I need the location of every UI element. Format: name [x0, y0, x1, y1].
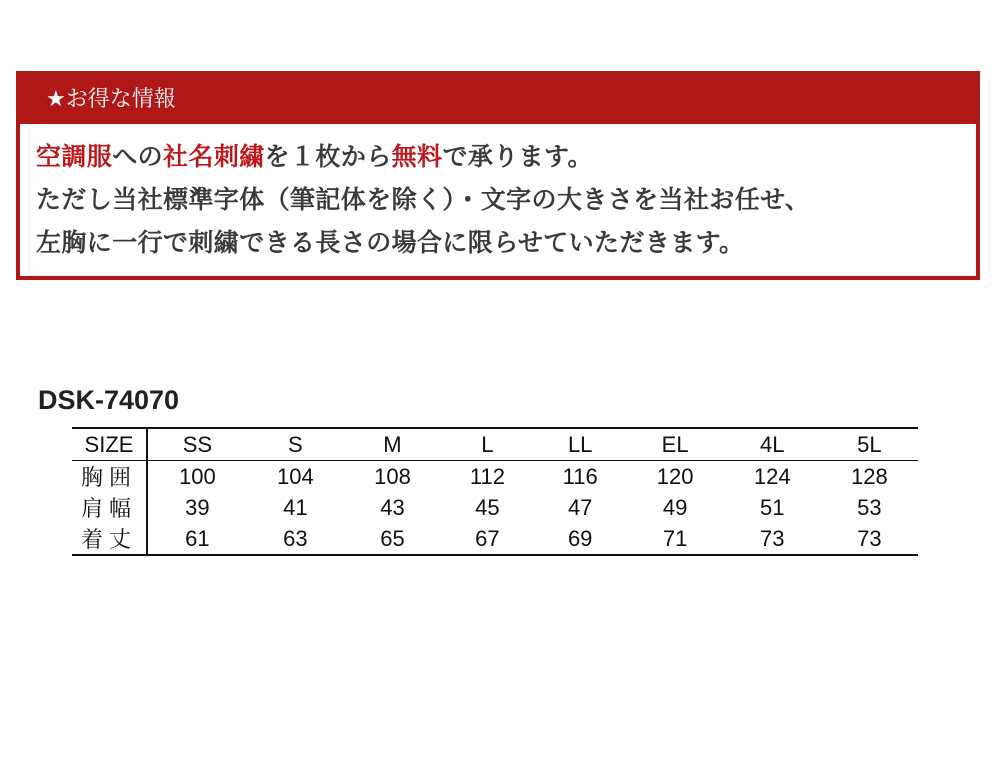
size-header-label: SIZE: [72, 428, 147, 461]
table-cell: 39: [185, 494, 210, 520]
table-cell: 112: [469, 463, 505, 489]
info-line-1-segment: で承ります。: [442, 142, 593, 171]
row-label-shoulder: 肩幅: [72, 492, 147, 523]
table-row-shoulder: [72, 492, 918, 523]
table-cell: 51: [760, 494, 785, 520]
table-cell: 116: [562, 463, 598, 489]
size-header-cell: 4L: [724, 428, 821, 461]
size-header-cell: S: [247, 428, 344, 461]
table-cell: 71: [627, 523, 724, 555]
table-cell: 63: [247, 523, 344, 555]
size-table: [72, 427, 918, 556]
table-cell: 47: [567, 494, 593, 520]
table-row-length: [72, 523, 918, 555]
table-cell: 41: [283, 494, 308, 520]
product-code: DSK-74070: [38, 385, 180, 415]
size-header-cell: L: [441, 428, 534, 461]
info-line-1-segment: を１枚から: [264, 142, 392, 171]
info-body: [36, 135, 972, 264]
info-line-1-segment: 空調服: [36, 142, 113, 171]
table-cell: 61: [147, 523, 247, 555]
table-cell: 73: [821, 523, 918, 555]
table-cell: 124: [753, 463, 791, 489]
size-header-cell: SS: [147, 428, 247, 461]
size-header-cell: M: [344, 428, 441, 461]
info-line-1-segment: への: [112, 142, 164, 171]
table-cell: 45: [475, 494, 500, 520]
table-cell: 67: [441, 523, 534, 555]
info-header: ★お得な情報: [20, 75, 976, 124]
table-cell: 69: [534, 523, 627, 555]
row-label-chest: 胸囲: [72, 461, 147, 493]
info-box: [16, 71, 980, 280]
table-cell: 128: [851, 463, 888, 489]
size-header-cell: EL: [627, 428, 724, 461]
info-line-1: [36, 135, 972, 178]
table-cell: 65: [344, 523, 441, 555]
size-header-cell: LL: [534, 428, 627, 461]
table-cell: 104: [276, 463, 314, 489]
table-row-chest: [72, 461, 918, 493]
table-cell: 53: [857, 494, 882, 520]
table-cell: 43: [380, 494, 405, 520]
table-cell: 73: [724, 523, 821, 555]
info-line-1-segment: 無料: [391, 142, 443, 171]
row-label-length: 着丈: [72, 523, 147, 555]
size-header-cell: 5L: [821, 428, 918, 461]
table-cell: 120: [656, 463, 694, 489]
info-line-1-segment: 社名刺繍: [163, 142, 265, 171]
table-cell: 49: [662, 494, 688, 520]
info-line-3: 左胸に一行で刺繍できる長さの場合に限らせていただきます。: [36, 228, 745, 257]
info-line-2: ただし当社標準字体（筆記体を除く）・文字の大きさを当社お任せ、: [36, 185, 811, 214]
table-cell: 108: [374, 463, 411, 489]
table-cell: 100: [179, 463, 216, 489]
size-header-row: [72, 428, 918, 461]
